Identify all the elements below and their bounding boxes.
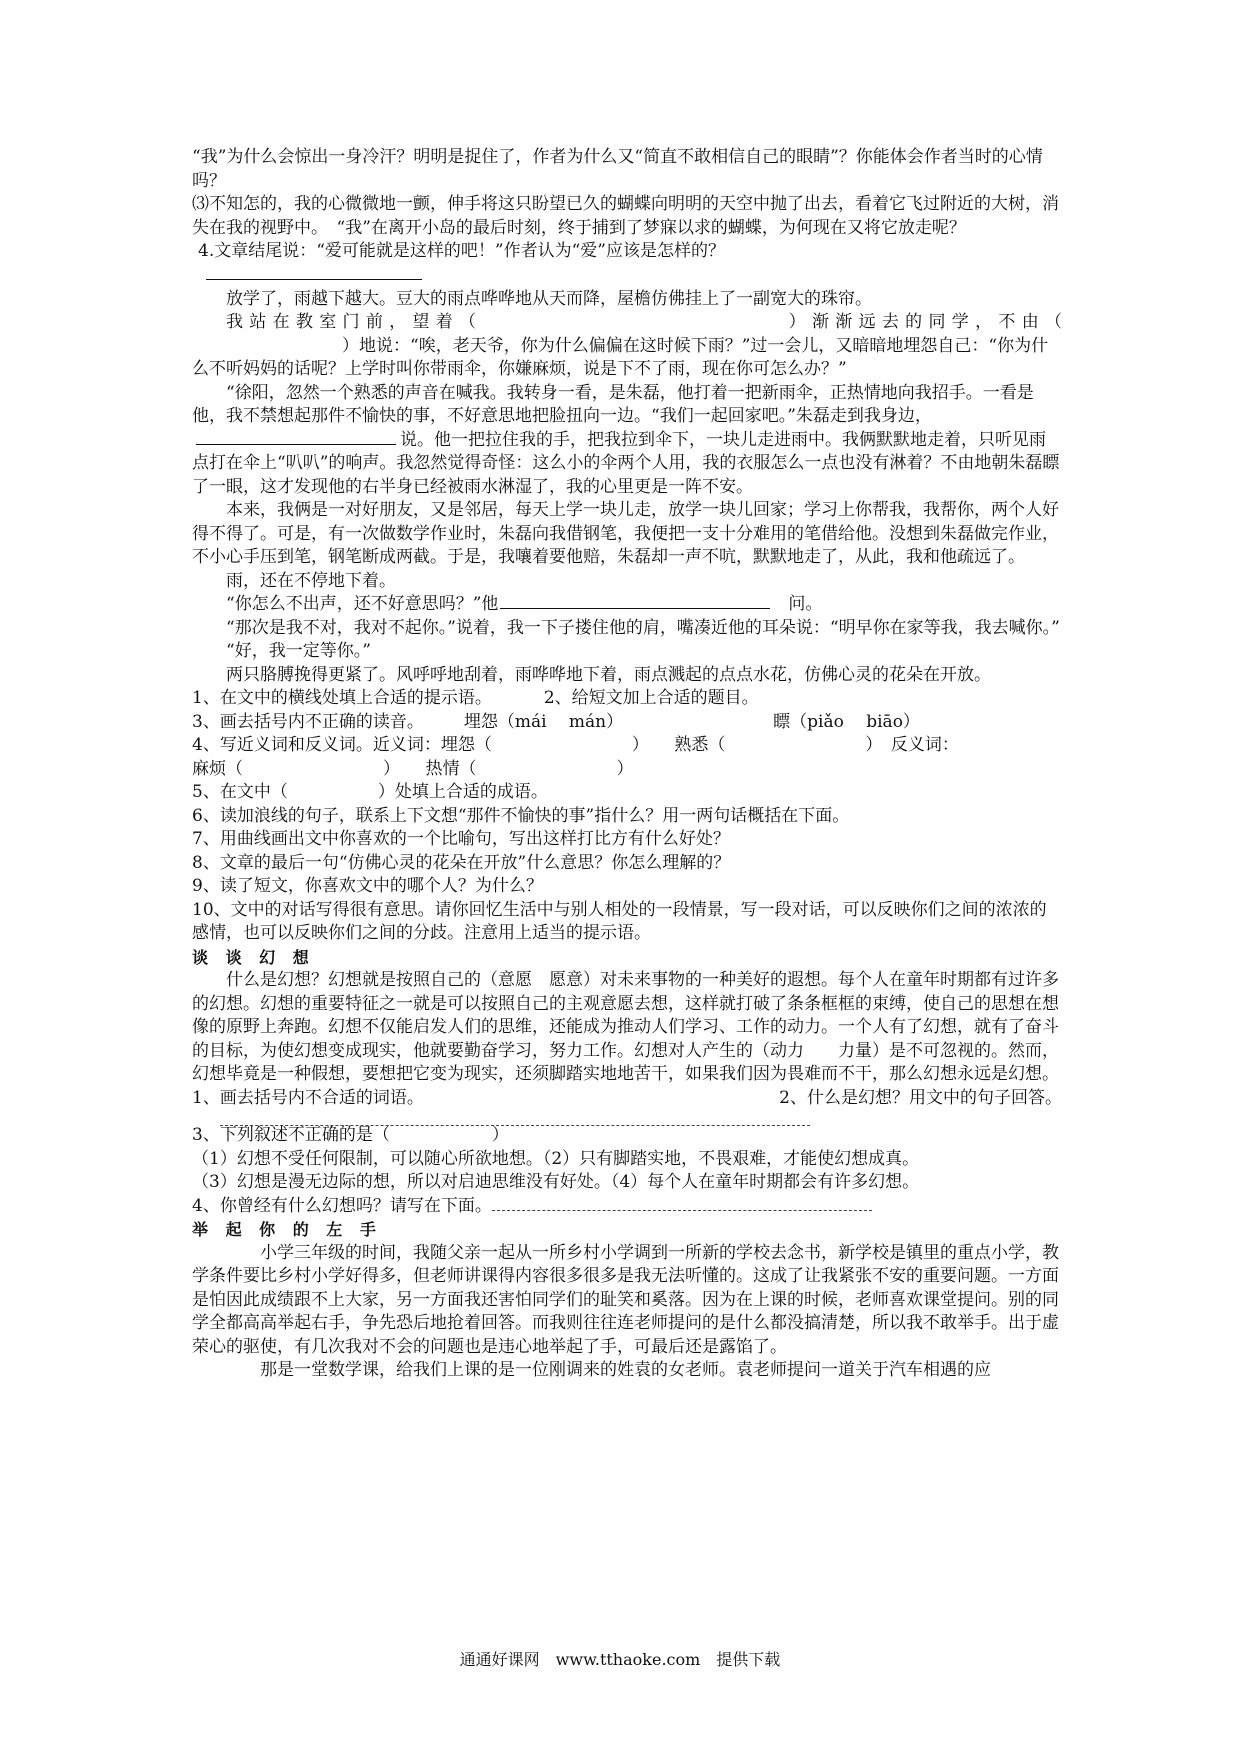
answer-dotted-line: [192, 1110, 1062, 1122]
dotted-line: [492, 1210, 872, 1211]
question-text: 4、写近义词和反义词。近义词：埋怨（: [192, 735, 492, 755]
question-text: 3、画去括号内不正确的读音。: [192, 711, 424, 732]
story1-text: ）地说：“唉，老天爷，你为什么偏偏在这时候下雨？”过一会儿，又暗暗地埋怨自己：“你为什么不听妈妈的话呢？上学时叫你带雨伞，你嫌麻烦，说是下不了雨，现在你可怎么办？”: [192, 335, 1049, 379]
story1-paragraph-2-line-1: [192, 311, 1062, 335]
story1-question-1-2: [192, 687, 1062, 711]
question-text: ）: [616, 758, 634, 779]
answer-line-area: [192, 264, 1062, 288]
page-footer: 通通好课网 www.tthaoke.com 提供下载: [459, 1650, 781, 1669]
story1-paragraph-1: 放学了，雨越下越大。豆大的雨点哗哗地从天而降，屋檐仿佛挂上了一副宽大的珠帘。: [226, 288, 872, 309]
question-text: ）处填上合适的成语。: [377, 782, 548, 802]
story3-paragraph-2: 那是一堂数学课，给我们上课的是一位刚调来的姓袁的女老师。袁老师提问一道关于汽车相遇的应: [260, 1360, 991, 1380]
question-text: 2、给短文加上合适的题目。: [543, 688, 759, 708]
story1-question-9: 9、读了短文，你喜欢文中的哪个人？为什么？: [192, 876, 543, 896]
answer-line: [206, 279, 422, 280]
story2-body: 什么是幻想？幻想就是按照自己的（意愿 愿意）对未来事物的一种美好的遐想。每个人在童年时期都有过许多的幻想。幻想的重要特征之一就是可以按照自己的主观意愿去想，这样就打破了条条框框的束缚，使自己的思想在想像的原野上奔跑。幻想不仅能启发人们的思维，还能成为推动人们学习、工作的动力。一个人有了幻想，就有了奋斗的目标，为使幻想变成现实，他就要勤奋学习，努力工作。幻想对人产生的（动力 力量）是不可忽视的。然而，幻想毕竟是一种假想，要想把它变为现实，还须脚踏实地地苦干，如果我们因为畏难而不干，那么幻想永远是幻想。: [192, 970, 1059, 1084]
story1-text: “你怎么不出声，还不好意思吗？”他: [226, 594, 499, 614]
story1-paragraph-4: 本来，我俩是一对好朋友，又是邻居，每天上学一块儿走，放学一块儿回家；学习上你帮我，我帮你，两个人好得不得了。可是，有一次做数学作业时，朱磊向我借钢笔，我便把一支十分难用的笔借给他。没想到朱磊做完作业，不小心手压到笔，钢笔断成两截。于是，我嚷着要他赔，朱磊却一声不吭，默默地走了，从此，我和他疏远了。: [192, 500, 1059, 567]
story1-question-5: [192, 781, 1062, 805]
story1-question-4-line-2: [192, 758, 1062, 782]
story1-text: “徐阳，忽然一个熟悉的声音在喊我。我转身一看，是朱磊，他打着一把新雨伞，正热情地向我招手。一看是他，我不禁想起那件不愉快的事，不好意思地把脸扭向一边。“我们一起回家吧。”朱磊走到我身边，: [192, 382, 1034, 426]
story1-paragraph-6: [192, 593, 1062, 617]
question-cold-sweat: “我”为什么会惊出一身冷汗？明明是捉住了，作者为什么又“简直不敢相信自己的眼睛”？你能体会作者当时的心情吗？: [192, 147, 1043, 191]
story1-question-10: 10、文中的对话写得很有意思。请你回忆生活中与别人相处的一段情景，写一段对话，可以反映你们之间的浓浓的感情，也可以反映你们之间的分歧。注意用上适当的提示语。: [192, 899, 1047, 943]
story1-paragraph-7: “那次是我不对，我对不起你。”说着，我一下子搂住他的肩，嘴凑近他的耳朵说：“明早你在家等我，我去喊你。”: [226, 617, 1060, 638]
question-text: ） 热情（: [383, 758, 477, 779]
fill-blank-line: [500, 608, 770, 609]
question-text: ） 反义词：: [865, 735, 959, 755]
question-text: 埋怨（mái mán）: [463, 711, 624, 732]
story1-paragraph-3: [192, 382, 1062, 500]
story1-paragraph-9: 两只胳膊挽得更紧了。风呼呼地刮着，雨哗哗地下着，雨点溅起的点点水花，仿佛心灵的花朵在开放。: [226, 664, 991, 685]
question-text: ） 熟悉（: [631, 735, 726, 755]
story1-text: ）渐渐远去的同学，不由（: [782, 312, 1063, 332]
question-text: ）: [491, 1125, 509, 1145]
story2-question-3: [192, 1124, 1062, 1148]
story1-question-3: [192, 711, 1062, 735]
story1-paragraph-8: “好，我一定等你。”: [226, 641, 371, 661]
question-3-butterfly: ⑶不知怎的，我的心微微地一颤，伸手将这只盼望已久的蝴蝶向明明的天空中抛了出去，看着它飞过附近的大树，消失在我的视野中。 “我”在离开小岛的最后时刻，终于捕到了梦寐以求的蝴蝶，为何现在又将它放走呢？: [192, 194, 1059, 238]
story1-text: 说。他一把拉住我的手，把我拉到伞下，一块儿走进雨中。我俩默默地走着，只听见雨点打在伞上“叭叭”的响声。我忽然觉得奇怪：这么小的伞两个人用，我的衣服怎么一点也没有淋着？不由地朝朱磊瞟了一眼，这才发现他的右半身已经被雨水淋湿了，我的心里更是一阵不安。: [192, 429, 1060, 497]
fill-blank-line: [196, 444, 396, 445]
question-4-love: 4.文章结尾说：“爱可能就是这样的吧！”作者认为“爱”应该是怎样的？: [198, 241, 725, 261]
story1-text: 问。: [788, 594, 823, 614]
question-text: 2、什么是幻想？用文中的句子回答。: [779, 1087, 1062, 1108]
story2-question-4: [192, 1195, 1062, 1219]
story1-question-6: 6、读加浪线的句子，联系上下文想“那件不愉快的事”指什么？用一两句话概括在下面。: [192, 805, 850, 826]
story1-question-4-line-1: [192, 734, 1062, 758]
story2-question-1-2: [192, 1087, 1062, 1111]
question-text: 麻烦（: [192, 758, 243, 779]
story1-paragraph-2-line-2: [192, 335, 1062, 382]
story2-option-3-4: （3）幻想是漫无边际的想，所以对启迪思维没有好处。（4）每个人在童年时期都会有许多幻想。: [192, 1172, 920, 1192]
story2-title: 谈 谈 幻 想: [192, 947, 315, 967]
story2-option-1-2: （1）幻想不受任何限制，可以随心所欲地想。（2）只有脚踏实地，不畏艰难，才能使幻想成真。: [192, 1148, 920, 1169]
question-text: 5、在文中（: [192, 782, 288, 802]
story3-paragraph-1: 小学三年级的时间，我随父亲一起从一所乡村小学调到一所新的学校去念书，新学校是镇里的重点小学，教学条件要比乡村小学好得多，但老师讲课得内容很多很多是我无法听懂的。这成了让我紧张不安的重要问题。一方面是怕因此成绩跟不上大家，另一方面我还害怕同学们的耻笑和奚落。因为在上课的时候，老师喜欢课堂提问。别的同学全都高高举起右手，争先恐后地抢着回答。而我则往往连老师提问的是什么都没搞清楚，所以我不敢举手。出于虚荣心的驱使，有几次我对不会的问题也是违心地举起了手，可最后还是露馅了。: [192, 1242, 1059, 1357]
story1-text: 我站在教室门前，望着（: [226, 312, 483, 332]
story1-question-8: 8、文章的最后一句“仿佛心灵的花朵在开放”什么意思？你怎么理解的？: [192, 852, 731, 873]
worksheet-page: [192, 146, 1062, 1383]
question-text: 1、画去括号内不合适的词语。: [192, 1087, 424, 1108]
story1-question-7: 7、用曲线画出文中你喜欢的一个比喻句，写出这样打比方有什么好处？: [192, 829, 730, 849]
story1-paragraph-5: 雨，还在不停地下着。: [226, 570, 396, 591]
question-text: 3、下列叙述不正确的是（: [192, 1125, 390, 1145]
story3-title: 举 起 你 的 左 手: [192, 1220, 382, 1239]
question-text: 4、你曾经有什么幻想吗？请写在下面。: [192, 1195, 492, 1216]
question-text: 1、在文中的横线处填上合适的提示语。: [192, 688, 492, 708]
question-text: 瞟（piǎo biāo）: [773, 711, 920, 732]
